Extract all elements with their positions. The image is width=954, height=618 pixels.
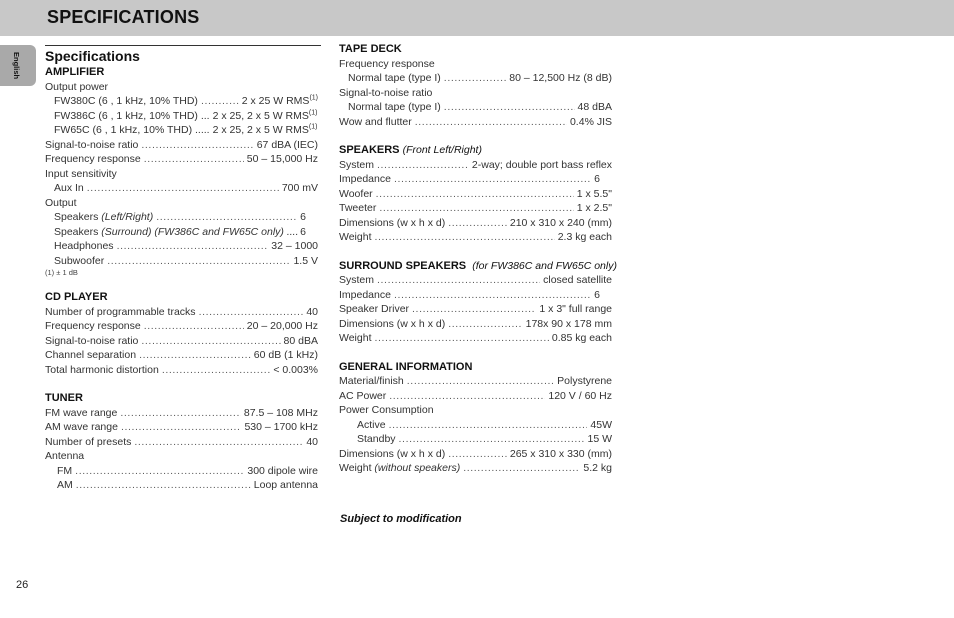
spec-value: 50 – 15,000 Hz	[246, 153, 318, 165]
spec-row-tweeter	[339, 201, 612, 216]
spec-label: FW380C (6 , 1 kHz, 10% THD)	[54, 95, 198, 107]
output-power-label: Output power	[45, 80, 109, 93]
spec-label: Aux In	[54, 182, 84, 194]
spec-value: 1 x 3" full range	[539, 303, 612, 315]
spec-label: Weight	[339, 332, 372, 344]
spec-label: Speakers (Left/Right)	[54, 211, 154, 223]
spec-value: 120 V / 60 Hz	[548, 389, 612, 402]
spec-label: Material/finish	[339, 375, 404, 387]
leader-dots	[201, 94, 239, 109]
spec-value: 530 – 1700 kHz	[244, 421, 318, 433]
general-heading: GENERAL INFORMATION	[339, 360, 473, 373]
footnote-mark: (1)	[309, 94, 318, 102]
spec-label: Dimensions (w x h x d)	[339, 447, 446, 460]
spec-value: 6	[300, 211, 306, 223]
spec-label: Frequency response	[45, 320, 141, 332]
spec-label: Frequency response	[45, 153, 141, 165]
spec-row-cd-freq	[45, 319, 318, 334]
spec-label: Active	[357, 418, 386, 431]
spec-value: Polystyrene	[557, 375, 612, 387]
leader-dots	[144, 152, 244, 167]
footnote-mark: (1)	[308, 123, 318, 131]
spec-row-aux	[45, 181, 318, 196]
spec-row-sp-impedance	[339, 172, 612, 187]
spec-label: Normal tape (type I)	[348, 101, 441, 113]
power-consumption-label: Power Consumption	[339, 404, 434, 416]
leader-dots	[76, 478, 251, 493]
spec-label: FM wave range	[45, 406, 118, 419]
spec-label: Weight	[339, 231, 372, 243]
leader-dots	[376, 187, 574, 202]
spec-row-ac	[339, 389, 612, 404]
spec-row-am	[45, 420, 318, 435]
spec-row-sp-weight	[339, 230, 612, 245]
leader-dots	[87, 181, 279, 196]
spec-label: Woofer	[339, 187, 373, 200]
spec-row-snr	[45, 138, 318, 153]
spec-label: FW386C (6 , 1 kHz, 10% THD) ...	[54, 109, 210, 122]
right-column	[339, 42, 617, 476]
spec-row-tape-freq	[339, 71, 612, 86]
spec-value: 60 dB (1 kHz)	[253, 349, 318, 361]
spec-value: 5.2 kg	[583, 462, 612, 474]
footnote: (1) ± 1 dB	[45, 268, 78, 277]
spec-row-standby	[339, 432, 612, 447]
page-number: 26	[16, 579, 29, 591]
spec-label: Number of presets	[45, 435, 132, 448]
spec-value: 1.5 V	[293, 254, 318, 267]
leader-dots	[407, 374, 554, 389]
spec-row-fm-antenna	[45, 464, 318, 479]
leader-dots	[448, 447, 507, 462]
spec-value: 48 dBA	[577, 101, 612, 113]
spec-value: 80 – 12,500 Hz (8 dB)	[509, 72, 612, 84]
spec-row-am-antenna	[45, 478, 318, 493]
leader-dots	[415, 115, 567, 130]
left-column	[45, 47, 318, 493]
leader-dots	[448, 216, 507, 231]
spec-value: 2-way; double port bass reflex	[471, 158, 612, 171]
spec-label: Total harmonic distortion	[45, 363, 159, 376]
spec-value: 6	[300, 225, 306, 238]
spec-row-sur-weight	[339, 331, 612, 346]
spec-value: 700 mV	[281, 182, 318, 194]
language-tab-label: English	[12, 52, 21, 80]
spec-label: Signal-to-noise ratio	[45, 334, 139, 347]
spec-row-gen-dimensions	[339, 447, 612, 462]
spec-row-sur-impedance	[339, 288, 612, 303]
spec-value: 32 – 1000	[271, 240, 318, 252]
leader-dots	[389, 389, 545, 404]
surround-heading: SURROUND SPEAKERS (for FW386C and FW65C only)	[339, 259, 617, 272]
leader-dots	[463, 461, 580, 476]
spec-row-fm	[45, 406, 318, 421]
leader-dots	[379, 201, 573, 216]
footnote-mark: (1)	[308, 109, 318, 116]
leader-dots	[375, 331, 549, 346]
spec-row-fw65c	[45, 123, 318, 138]
spec-label: System	[339, 274, 375, 286]
leader-dots	[121, 420, 241, 435]
spec-label: System	[339, 158, 375, 171]
spec-row-fw386c	[45, 109, 318, 124]
tape-heading: TAPE DECK	[339, 43, 402, 55]
amplifier-heading: AMPLIFIER	[45, 66, 105, 78]
leader-dots	[107, 254, 290, 269]
leader-dots	[199, 305, 304, 320]
leader-dots	[144, 319, 244, 334]
spec-value: 178x 90 x 178 mm	[525, 317, 612, 330]
spec-row-cd-thd	[45, 363, 318, 378]
spec-label: Speaker Driver	[339, 303, 410, 315]
spec-row-subwoofer	[45, 254, 318, 269]
section-rule	[45, 45, 321, 46]
spec-value: 6	[594, 173, 600, 185]
spec-value: 1 x 2.5"	[576, 202, 612, 214]
spec-value: 300 dipole wire	[247, 464, 318, 477]
spec-label: Channel separation	[45, 349, 137, 361]
spec-label: FW65C (6 , 1 kHz, 10% THD) .....	[54, 124, 210, 136]
page-title: SPECIFICATIONS	[47, 7, 200, 27]
spec-label: Dimensions (w x h x d)	[339, 216, 446, 229]
leader-dots	[389, 418, 588, 433]
spec-value: 40	[306, 305, 318, 318]
leader-dots	[75, 464, 244, 479]
spec-value: 2.3 kg each	[557, 231, 612, 243]
leader-dots	[156, 210, 297, 225]
spec-value: 45W	[590, 418, 612, 431]
leader-dots	[141, 334, 280, 349]
leader-dots	[139, 348, 251, 363]
spec-label: Normal tape (type I)	[348, 72, 441, 84]
spec-value: 2 x 25, 2 x 5 W RMS$^{(1)}$	[212, 123, 318, 136]
spec-label: AM	[57, 479, 73, 491]
spec-label: Headphones	[54, 240, 114, 252]
spec-value: 0.4% JIS	[569, 115, 612, 128]
spec-value: 2 x 25, 2 x 5 W RMS$^{(1)}$	[212, 109, 318, 122]
leader-dots	[412, 302, 536, 317]
leader-dots	[141, 138, 253, 153]
spec-value: 265 x 310 x 330 (mm)	[509, 447, 612, 460]
spec-label: Dimensions (w x h x d)	[339, 317, 446, 330]
spec-label: Number of programmable tracks	[45, 305, 196, 318]
leader-dots	[117, 239, 269, 254]
speakers-heading: SPEAKERS (Front Left/Right)	[339, 144, 482, 156]
spec-label: Tweeter	[339, 202, 377, 214]
spec-row-tape-snr	[339, 100, 612, 115]
spec-row-sur-driver	[339, 302, 612, 317]
spec-row-cd-sep	[45, 348, 318, 363]
leader-dots	[444, 71, 506, 86]
leader-dots	[377, 158, 469, 173]
page-header	[0, 0, 954, 36]
spec-label: Impedance	[339, 173, 391, 185]
tape-snr-label: Signal-to-noise ratio	[339, 86, 433, 99]
spec-value: Loop antenna	[253, 479, 318, 491]
spec-value: 67 dBA (IEC)	[256, 138, 318, 151]
spec-label: Wow and flutter	[339, 115, 412, 128]
spec-label: Subwoofer	[54, 254, 105, 267]
cd-heading: CD PLAYER	[45, 291, 108, 303]
spec-row-sur-system	[339, 273, 612, 288]
leader-dots	[394, 288, 591, 303]
spec-row-cd-snr	[45, 334, 318, 349]
spec-row-gen-weight	[339, 461, 612, 476]
spec-value: < 0.003%	[273, 363, 318, 376]
spec-label: AM wave range	[45, 421, 118, 433]
spec-label: Speakers (Surround) (FW386C and FW65C only) ....	[54, 225, 299, 238]
spec-row-presets	[45, 435, 318, 450]
spec-value: 0.85 kg each	[551, 332, 612, 344]
spec-row-speakers	[45, 210, 318, 225]
spec-label: Weight (without speakers)	[339, 462, 461, 474]
spec-value: closed satellite	[543, 274, 612, 286]
leader-dots	[134, 435, 303, 450]
leader-dots	[399, 432, 585, 447]
leader-dots	[448, 317, 522, 332]
spec-row-freq	[45, 152, 318, 167]
spec-value: 6	[594, 288, 600, 301]
spec-value: 40	[306, 435, 318, 448]
leader-dots	[120, 406, 240, 421]
spec-value: 15 W	[587, 433, 612, 445]
spec-row-woofer	[339, 187, 612, 202]
section-title: Specifications	[45, 48, 140, 64]
spec-row-fw380c	[45, 94, 318, 109]
spec-value: 1 x 5.5"	[576, 187, 612, 200]
spec-value: 210 x 310 x 240 (mm)	[509, 216, 612, 229]
output-label: Output	[45, 196, 77, 209]
spec-label: FM	[57, 464, 73, 477]
spec-row-active	[339, 418, 612, 433]
spec-value: 80 dBA	[283, 334, 318, 347]
leader-dots	[375, 230, 555, 245]
spec-row-sp-system	[339, 158, 612, 173]
input-sensitivity-label: Input sensitivity	[45, 167, 117, 180]
spec-label: Impedance	[339, 288, 391, 301]
subject-to-modification-note: Subject to modification	[340, 513, 462, 525]
spec-row-sur-dimensions	[339, 317, 612, 332]
spec-label: Standby	[357, 433, 396, 445]
spec-row-tracks	[45, 305, 318, 320]
spec-label: Signal-to-noise ratio	[45, 138, 139, 151]
leader-dots	[377, 273, 540, 288]
leader-dots	[444, 100, 575, 115]
spec-label: AC Power	[339, 389, 387, 402]
antenna-label: Antenna	[45, 450, 85, 462]
spec-value: 87.5 – 108 MHz	[243, 406, 318, 419]
spec-value: 2 x 25 W RMS$^{(1)}$	[241, 94, 318, 107]
leader-dots	[162, 363, 271, 378]
spec-row-headphones	[45, 239, 318, 254]
spec-row-material	[339, 374, 612, 389]
spec-row-wow	[339, 115, 612, 130]
spec-row-speakers-surround	[45, 225, 318, 240]
tuner-heading: TUNER	[45, 392, 83, 404]
spec-value: 20 – 20,000 Hz	[246, 320, 318, 332]
spec-row-sp-dimensions	[339, 216, 612, 231]
tape-freq-label: Frequency response	[339, 57, 435, 70]
leader-dots	[394, 172, 591, 187]
